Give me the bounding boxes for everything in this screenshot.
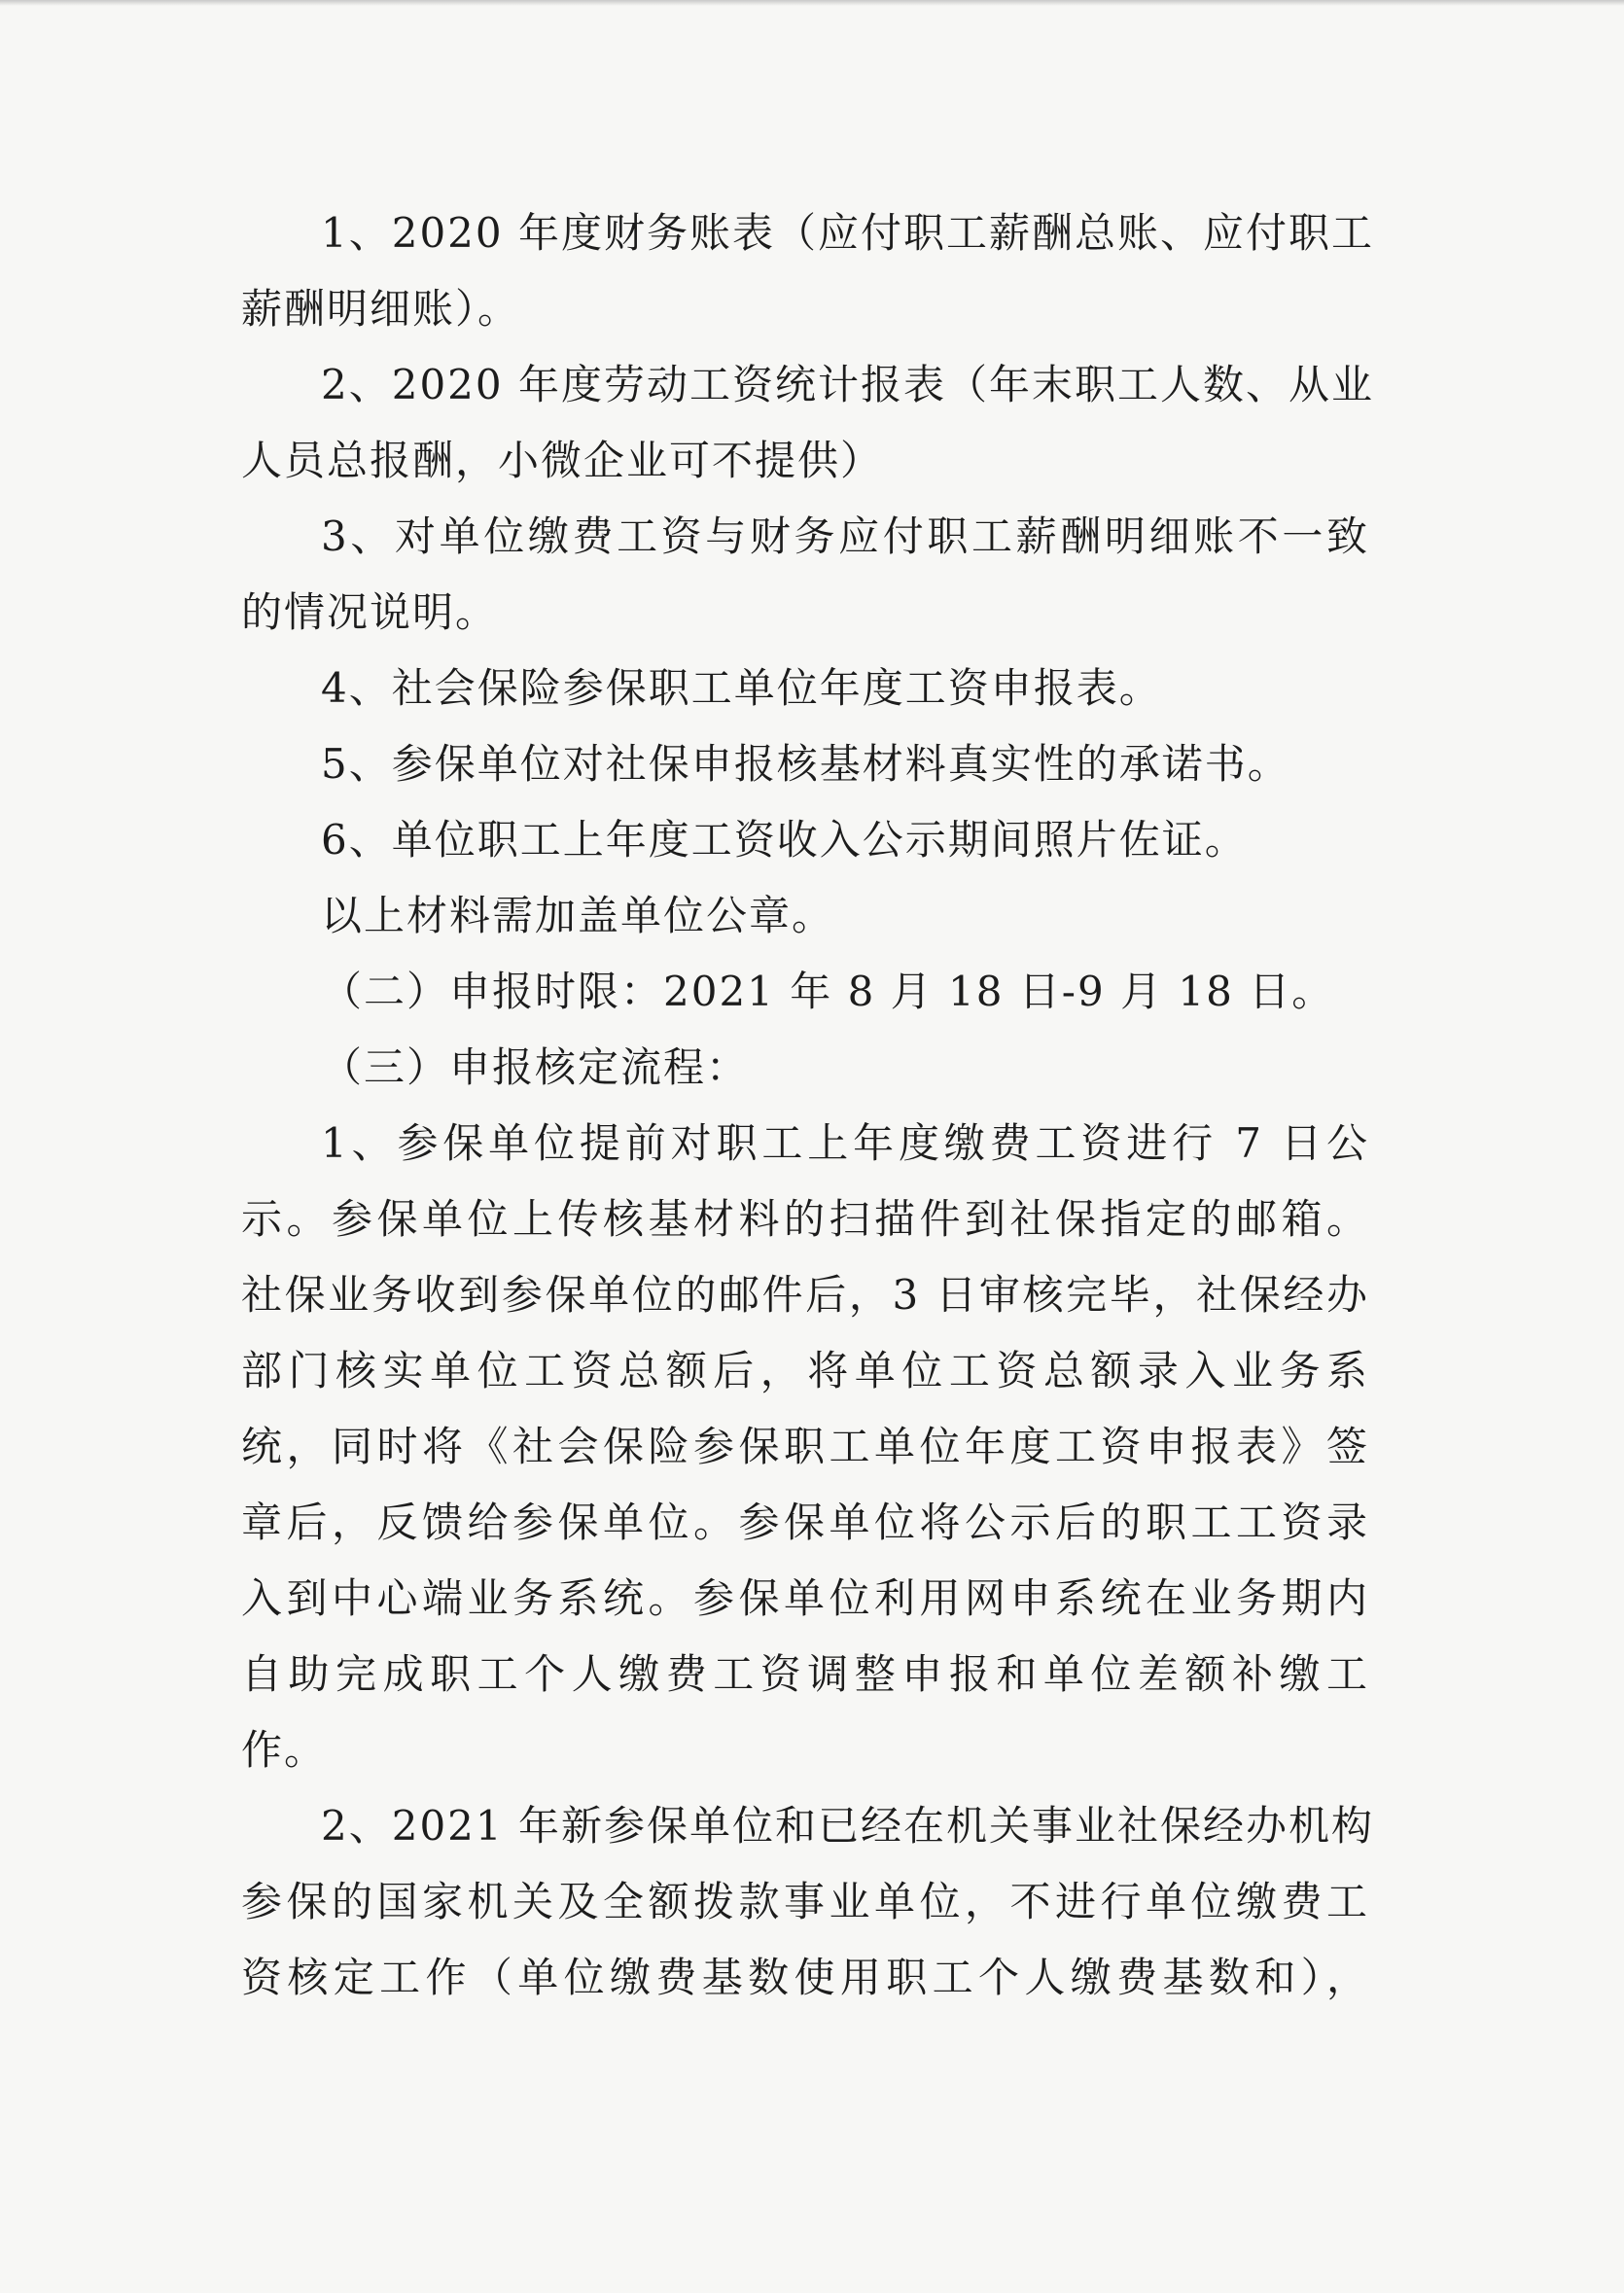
process-1-line-4: 部门核实单位工资总额后，将单位工资总额录入业务系 xyxy=(241,1347,1369,1394)
process-1-line-2: 示。参保单位上传核基材料的扫描件到社保指定的邮箱。 xyxy=(241,1195,1369,1243)
process-1-line-9: 作。 xyxy=(241,1726,328,1774)
process-1-line-3: 社保业务收到参保单位的邮件后，3 日审核完毕，社保经办 xyxy=(241,1271,1369,1319)
seal-note: 以上材料需加盖单位公章。 xyxy=(321,892,835,939)
process-1-line-6: 章后，反馈给参保单位。参保单位将公示后的职工工资录 xyxy=(241,1499,1369,1546)
section-3-heading: （三）申报核定流程： xyxy=(321,1043,750,1091)
item-3-line-2: 的情况说明。 xyxy=(241,588,499,636)
process-1-line-1: 1、参保单位提前对职工上年度缴费工资进行 7 日公 xyxy=(321,1119,1369,1167)
item-2-line-2: 人员总报酬，小微企业可不提供） xyxy=(241,437,884,484)
item-1-line-1: 1、2020 年度财务账表（应付职工薪酬总账、应付职工 xyxy=(321,209,1374,257)
item-4: 4、社会保险参保职工单位年度工资申报表。 xyxy=(321,664,1162,712)
process-1-line-8: 自助完成职工个人缴费工资调整申报和单位差额补缴工 xyxy=(241,1650,1369,1698)
process-1-line-5: 统，同时将《社会保险参保职工单位年度工资申报表》签 xyxy=(241,1423,1369,1470)
item-5: 5、参保单位对社保申报核基材料真实性的承诺书。 xyxy=(321,740,1290,788)
item-3-line-1: 3、对单位缴费工资与财务应付职工薪酬明细账不一致 xyxy=(321,512,1369,560)
process-2-line-3: 资核定工作（单位缴费基数使用职工个人缴费基数和）， xyxy=(241,1954,1369,2001)
process-2-line-1: 2、2021 年新参保单位和已经在机关事业社保经办机构 xyxy=(321,1802,1374,1850)
item-1-line-2: 薪酬明细账）。 xyxy=(241,285,521,333)
section-2-heading: （二）申报时限：2021 年 8 月 18 日-9 月 18 日。 xyxy=(321,968,1335,1015)
item-6: 6、单位职工上年度工资收入公示期间照片佐证。 xyxy=(321,816,1248,864)
process-1-line-7: 入到中心端业务系统。参保单位利用网申系统在业务期内 xyxy=(241,1574,1369,1622)
item-2-line-1: 2、2020 年度劳动工资统计报表（年末职工人数、从业 xyxy=(321,361,1374,408)
scan-edge xyxy=(0,0,1624,6)
process-2-line-2: 参保的国家机关及全额拨款事业单位，不进行单位缴费工 xyxy=(241,1878,1369,1925)
